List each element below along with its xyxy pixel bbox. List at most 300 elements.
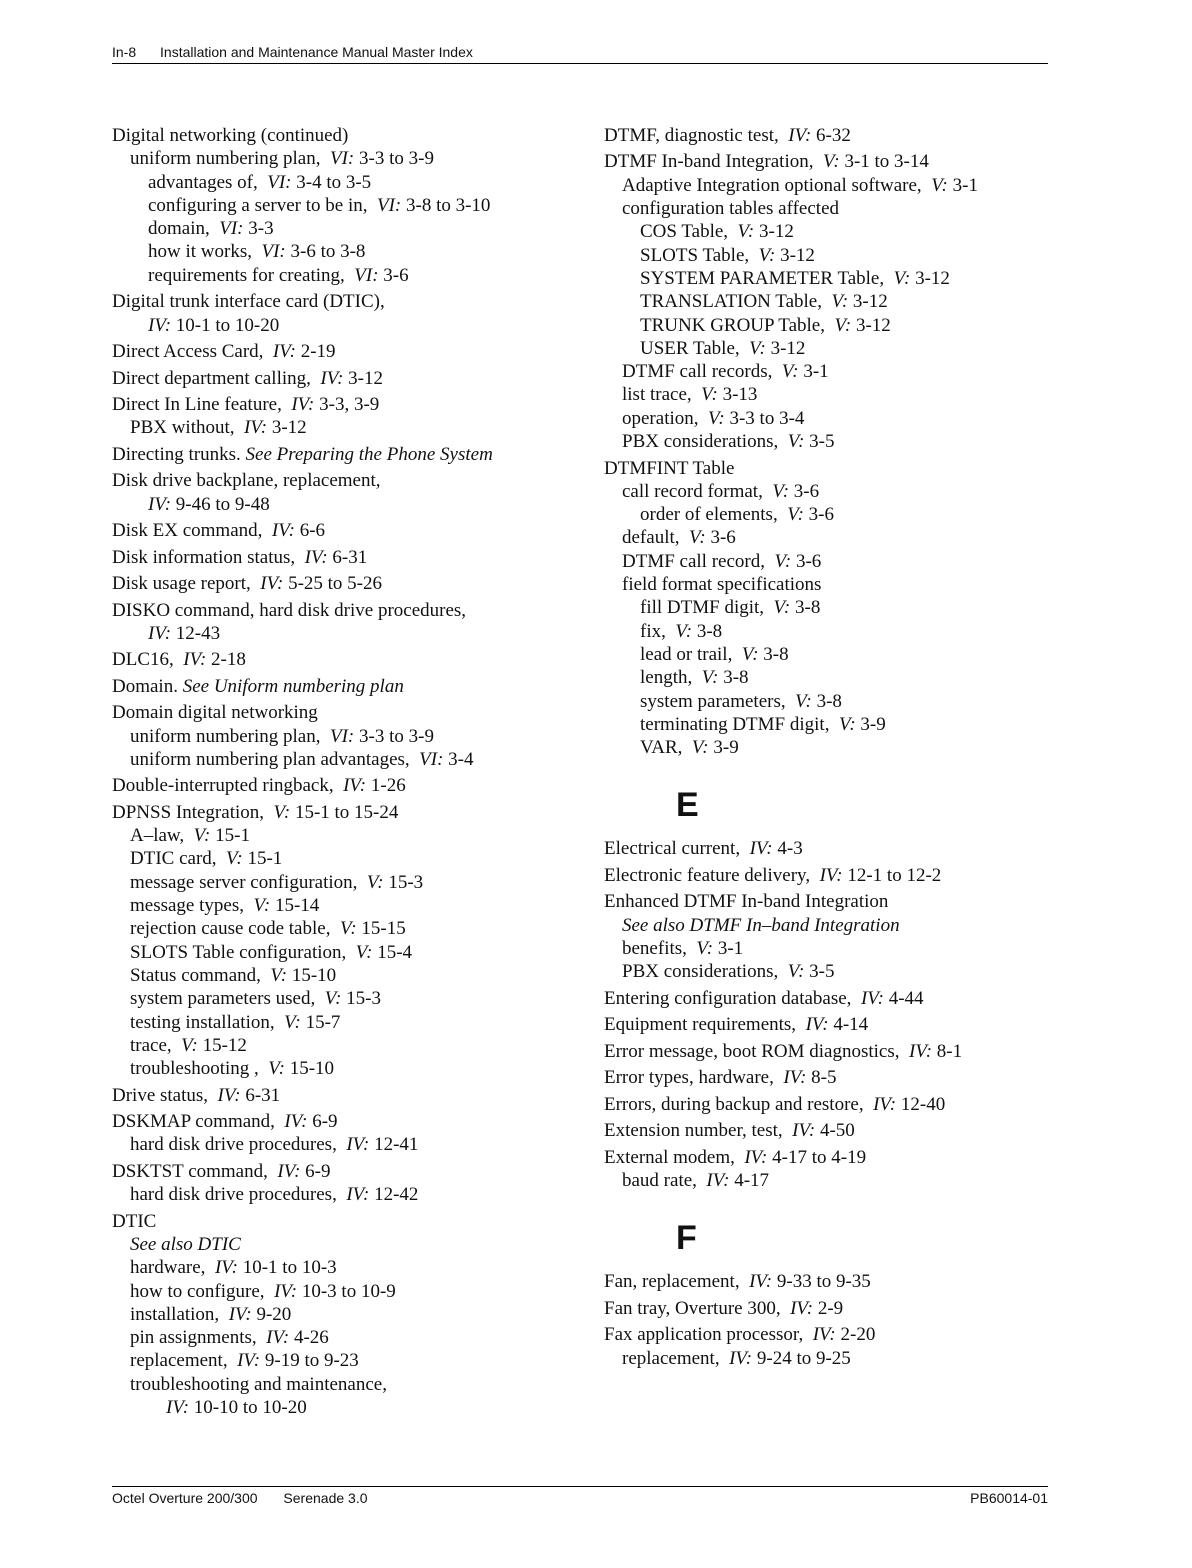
entry-term: COS Table, [640,221,729,243]
volume-label: IV: [346,1134,370,1156]
volume-label: IV: [183,649,207,671]
entry-term: External modem, [604,1146,735,1168]
entry-term: Digital networking (continued) [112,125,349,146]
see-reference: See Preparing the Phone System [245,443,493,465]
entry-term: field format specifications [622,574,822,596]
index-entry [604,457,1048,480]
index-subentry [112,824,572,847]
index-subentry [112,1011,572,1034]
page-reference: 3-9 [860,713,886,735]
index-entry [604,1119,1048,1142]
index-subentry [112,622,572,645]
entry-term: Adaptive Integration optional software, [622,174,922,196]
entry-term: Errors, during backup and restore, [604,1093,864,1115]
page-reference: 4-3 [777,838,803,860]
entry-term: message types, [130,895,244,917]
entry-term: Direct department calling, [112,367,311,389]
index-subentry [604,267,1048,290]
entry-term: TRUNK GROUP Table, [640,314,825,336]
page-reference: 8-5 [811,1067,837,1089]
index-subentry [604,430,1048,453]
entry-term: Electrical current, [604,838,741,860]
page-reference: 9-46 to 9-48 [175,493,270,515]
entry-term: Fan tray, Overture 300, [604,1297,781,1319]
volume-label: IV: [706,1169,730,1191]
index-subentry [112,1034,572,1057]
entry-term: Disk EX command, [112,520,263,542]
page-reference: 3-1 [717,937,744,959]
volume-label: IV: [343,775,367,797]
entry-term: Error types, hardware, [604,1067,774,1089]
index-entry [604,1066,1048,1089]
entry-term: replacement, [622,1347,720,1369]
index-entry [604,1040,1048,1063]
volume-label: IV: [291,394,315,416]
entry-term: Status command, [130,964,261,986]
volume-label: IV: [217,1084,241,1106]
index-entry [604,864,1048,887]
index-entry [112,1110,572,1133]
index-entry [604,1323,1048,1346]
entry-term: advantages of, [148,171,258,193]
page-header [112,44,1048,64]
volume-label: V: [772,480,790,502]
entry-term: Error message, boot ROM diagnostics, [604,1040,900,1062]
volume-label: IV: [271,520,295,542]
page-reference: 15-1 to 15-24 [294,801,399,823]
entry-term: configuration tables affected [622,198,839,220]
entry-term: DLC16, [112,649,174,671]
page-reference: 3-12 [271,417,307,439]
volume-label: V: [822,151,840,173]
entry-term: A–law, [130,825,185,847]
index-subentry [604,914,1048,937]
volume-label: V: [273,801,291,823]
index-column-right [604,124,1048,1370]
entry-term: domain, [148,218,210,240]
index-entry [604,837,1048,860]
volume-label: V: [831,291,849,313]
index-entry [112,340,572,363]
index-subentry [604,503,1048,526]
entry-term: DTIC [112,1210,157,1232]
page-reference: 2-19 [300,341,336,363]
index-subentry [112,1133,572,1156]
index-entry [112,572,572,595]
volume-label: V: [324,988,342,1010]
volume-label: V: [741,643,759,665]
entry-term: Electronic feature delivery, [604,864,811,886]
entry-term: order of elements, [640,504,778,526]
page-reference: 3-12 [348,367,383,389]
volume-label: VI: [419,748,444,770]
volume-label: V: [696,937,714,959]
page-reference: 12-43 [175,622,221,644]
entry-term: DTMF In-band Integration, [604,151,814,173]
entry-term: fix, [640,620,666,642]
page-reference: 5-25 to 5-26 [288,573,382,595]
entry-term: Enhanced DTMF In-band Integration [604,891,889,913]
volume-label: IV: [266,1327,290,1349]
page-reference: 15-4 [377,941,413,963]
volume-label: IV: [274,1280,298,1302]
entry-term: DISKO command, hard disk drive procedures, [112,599,467,621]
index-entry [112,519,572,542]
page-reference: 3-8 [696,620,723,642]
page-reference: 3-8 to 3-10 [406,194,491,216]
index-subentry [604,596,1048,619]
volume-label: V: [893,267,911,289]
page-reference: 3-4 [448,748,474,770]
entry-term: system parameters used, [130,988,316,1010]
volume-label: IV: [148,314,172,336]
index-subentry [604,937,1048,960]
index-subentry [112,416,572,439]
volume-label: IV: [284,1111,308,1133]
volume-label: IV: [790,1297,814,1319]
index-subentry [112,1256,572,1279]
entry-term: replacement, [130,1350,228,1372]
page-reference: 10-10 to 10-20 [193,1397,307,1418]
volume-label: IV: [909,1040,933,1062]
index-subentry [604,1169,1048,1192]
index-subentry [112,748,572,771]
entry-term: list trace, [622,384,692,406]
volume-label: V: [787,961,805,983]
index-subentry [112,147,572,170]
index-subentry [604,713,1048,736]
page-reference: 3-12 [855,314,891,336]
page-footer [112,1486,1048,1506]
volume-label: IV: [783,1067,807,1089]
page-reference: 4-14 [833,1014,869,1036]
page-reference: 3-8 [763,643,789,665]
index-entry [112,393,572,416]
page-reference: 3-1 to 3-14 [844,151,929,173]
entry-term: VAR, [640,737,683,759]
entry-term: hardware, [130,1257,206,1279]
page-number: In-8 [112,44,137,60]
entry-term: system parameters, [640,690,786,712]
entry-term: installation, [130,1303,220,1325]
entry-term: trace, [130,1034,172,1056]
entry-term: Entering configuration database, [604,987,852,1009]
entry-term: DSKTST command, [112,1160,268,1182]
index-entry [112,546,572,569]
entry-term: troubleshooting and maintenance, [130,1373,387,1395]
entry-term: Double-interrupted ringback, [112,775,334,797]
volume-label: V: [749,337,766,359]
page-reference: 9-19 to 9-23 [264,1350,359,1372]
page-reference: 12-1 to 12-2 [847,864,942,886]
volume-label: VI: [261,241,286,263]
volume-label: V: [787,504,804,526]
volume-label: IV: [244,417,268,439]
index-subentry [604,337,1048,360]
entry-term: Domain. [112,675,178,697]
entry-term: call record format, [622,480,763,502]
index-entry [112,443,572,466]
volume-label: V: [781,361,799,383]
entry-term: DSKMAP command, [112,1111,275,1133]
see-reference: See also DTIC [130,1233,241,1255]
page-reference: 3-8 [816,690,842,712]
entry-term: requirements for creating, [148,264,345,286]
entry-term: Directing trunks. [112,443,241,465]
index-entry [604,987,1048,1010]
index-subentry [112,217,572,240]
index-subentry [604,290,1048,313]
section-letter-e: E [676,786,699,825]
page-reference: 3-6 [710,527,736,549]
page-reference: 15-7 [305,1011,341,1033]
entry-term: Fax application processor, [604,1324,804,1346]
volume-label: IV: [788,125,812,146]
entry-term: troubleshooting , [130,1058,259,1080]
entry-term: benefits, [622,937,687,959]
page-reference: 6-31 [332,546,368,568]
entry-term: Digital trunk interface card (DTIC), [112,291,385,313]
entry-term: hard disk drive procedures, [130,1184,337,1206]
page-reference: 3-6 to 3-8 [290,241,366,263]
page-reference: 3-8 [795,597,821,619]
footer-version: Serenade 3.0 [283,1490,368,1506]
index-entry [112,367,572,390]
index-subentry [112,941,572,964]
page-reference: 2-9 [817,1297,844,1319]
page-reference: 6-32 [816,125,851,146]
volume-label: VI: [354,264,379,286]
page-reference: 3-1 [952,174,978,196]
volume-label: IV: [277,1160,301,1182]
entry-term: Direct Access Card, [112,341,264,363]
page-reference: 4-50 [819,1120,855,1142]
page-reference: 10-1 to 10-20 [175,314,280,336]
entry-term: Disk information status, [112,546,296,568]
page-reference: 1-26 [370,775,406,797]
page-reference: 3-12 [852,291,888,313]
index-subentry [112,847,572,870]
entry-term: hard disk drive procedures, [130,1134,337,1156]
entry-term: Drive status, [112,1084,209,1106]
index-subentry [112,171,572,194]
volume-label: IV: [346,1184,370,1206]
entry-term: lead or trail, [640,643,733,665]
index-subentry [112,1233,572,1256]
index-subentry [112,1183,572,1206]
volume-label: IV: [237,1350,261,1372]
volume-label: IV: [873,1093,897,1115]
page-reference: 3-3, 3-9 [319,394,380,416]
volume-label: VI: [330,148,355,170]
entry-term: Disk usage report, [112,573,251,595]
index-entry [604,1013,1048,1036]
index-column-left [112,124,572,1419]
index-subentry [604,960,1048,983]
entry-term: USER Table, [640,337,740,359]
volume-label: VI: [219,218,244,240]
volume-label: V: [193,825,211,847]
page-reference: 4-17 [734,1169,770,1191]
index-entry [604,1297,1048,1320]
page-reference: 9-33 to 9-35 [776,1271,871,1293]
page-reference: 3-9 [713,737,739,759]
index-entry [112,801,572,824]
index-entry [112,701,572,724]
index-subentry [112,964,572,987]
index-subentry [604,736,1048,759]
entry-term: configuring a server to be in, [148,194,368,216]
index-entry [604,1093,1048,1116]
index-subentry [604,550,1048,573]
entry-term: pin assignments, [130,1327,257,1349]
volume-label: V: [708,407,725,429]
index-entry [112,648,572,671]
volume-label: IV: [272,341,296,363]
entry-term: DTMF call record, [622,550,765,572]
volume-label: V: [284,1011,301,1033]
volume-label: IV: [749,1271,773,1293]
volume-label: V: [226,848,243,870]
entry-term: Fan, replacement, [604,1271,740,1293]
index-subentry [112,725,572,748]
volume-label: V: [691,737,709,759]
page-reference: 15-12 [202,1034,247,1056]
page-reference: 3-6 [383,264,409,286]
volume-label: V: [701,667,719,689]
page-reference: 9-24 to 9-25 [756,1347,851,1369]
index-subentry [112,871,572,894]
page-reference: 3-12 [780,244,815,266]
entry-term: PBX considerations, [622,431,779,453]
volume-label: IV: [860,987,884,1009]
volume-label: V: [787,431,805,453]
entry-term: TRANSLATION Table, [640,291,822,313]
page-reference: 6-9 [312,1111,338,1133]
page-reference: 4-26 [293,1327,329,1349]
index-entry [112,469,572,492]
page-reference: 4-17 to 4-19 [772,1146,867,1168]
footer-product: Octel Overture 200/300 [112,1490,258,1506]
entry-term: terminating DTMF digit, [640,713,830,735]
entry-term: Direct In Line feature, [112,394,282,416]
volume-label: VI: [376,194,402,216]
entry-term: DTMFINT Table [604,457,735,479]
index-entry [604,890,1048,913]
index-subentry [604,526,1048,549]
volume-label: V: [834,314,852,336]
volume-label: IV: [729,1347,753,1369]
volume-label: V: [339,918,357,940]
page-reference: 2-20 [840,1324,876,1346]
page-reference: 15-10 [289,1058,335,1080]
index-entry [112,290,572,313]
volume-label: V: [701,384,718,406]
page-reference: 3-5 [809,431,835,453]
page-reference: 6-31 [245,1084,281,1106]
index-entry [112,774,572,797]
entry-term: SLOTS Table, [640,244,750,266]
page-reference: 3-3 to 3-9 [359,148,434,170]
volume-label: IV: [812,1324,836,1346]
volume-label: V: [795,690,812,712]
index-entry [604,1270,1048,1293]
page-reference: 10-1 to 10-3 [242,1257,337,1279]
page-reference: 3-6 [795,550,822,572]
volume-label: IV: [792,1120,816,1142]
volume-label: V: [773,597,791,619]
entry-term: DTIC card, [130,848,217,870]
volume-label: IV: [749,838,773,860]
page-reference: 15-3 [346,988,381,1010]
footer-doc-id: PB60014-01 [970,1490,1048,1506]
volume-label: IV: [819,864,843,886]
index-subentry [112,240,572,263]
volume-label: IV: [805,1014,829,1036]
entry-term: SLOTS Table configuration, [130,941,347,963]
page-reference: 4-44 [888,987,924,1009]
index-subentry [112,894,572,917]
index-subentry [112,1396,572,1419]
index-subentry [604,690,1048,713]
page-reference: 12-42 [374,1184,419,1206]
index-subentry [112,1303,572,1326]
index-subentry [112,1373,572,1396]
volume-label: IV: [148,622,172,644]
entry-term: Disk drive backplane, replacement, [112,470,381,492]
page-reference: 15-10 [291,964,337,986]
index-subentry [112,1326,572,1349]
see-reference: See Uniform numbering plan [182,675,404,697]
page-reference: 3-4 to 3-5 [296,171,372,193]
index-subentry [604,244,1048,267]
entry-term: SYSTEM PARAMETER Table, [640,267,885,289]
page-reference: 3-8 [723,667,749,689]
entry-term: uniform numbering plan, [130,148,321,170]
index-entry [112,124,572,147]
page-reference: 2-18 [211,649,246,671]
see-reference: See also DTMF In–band Integration [622,914,900,936]
entry-term: operation, [622,407,699,429]
page-reference: 15-15 [361,918,406,940]
page-reference: 3-3 to 3-4 [729,407,805,429]
index-subentry [112,264,572,287]
index-subentry [112,1057,572,1080]
volume-label: V: [689,527,706,549]
volume-label: V: [355,941,373,963]
index-entry [604,1146,1048,1169]
index-subentry [604,407,1048,430]
index-subentry [112,314,572,337]
section-letter-f: F [676,1219,697,1258]
volume-label: V: [675,620,693,642]
page-reference: 15-1 [215,825,250,847]
page-reference: 3-5 [809,961,835,983]
volume-label: IV: [228,1303,252,1325]
entry-term: DTMF call records, [622,361,773,383]
index-subentry [112,987,572,1010]
volume-label: V: [181,1034,198,1056]
volume-label: IV: [744,1146,768,1168]
volume-label: IV: [166,1397,190,1418]
page-reference: 15-3 [388,871,424,893]
index-subentry [112,493,572,516]
header-title: Installation and Maintenance Manual Master Index [160,44,473,60]
page-reference: 12-40 [900,1093,946,1115]
entry-term: PBX considerations, [622,961,779,983]
index-entry [604,150,1048,173]
index-subentry [604,643,1048,666]
